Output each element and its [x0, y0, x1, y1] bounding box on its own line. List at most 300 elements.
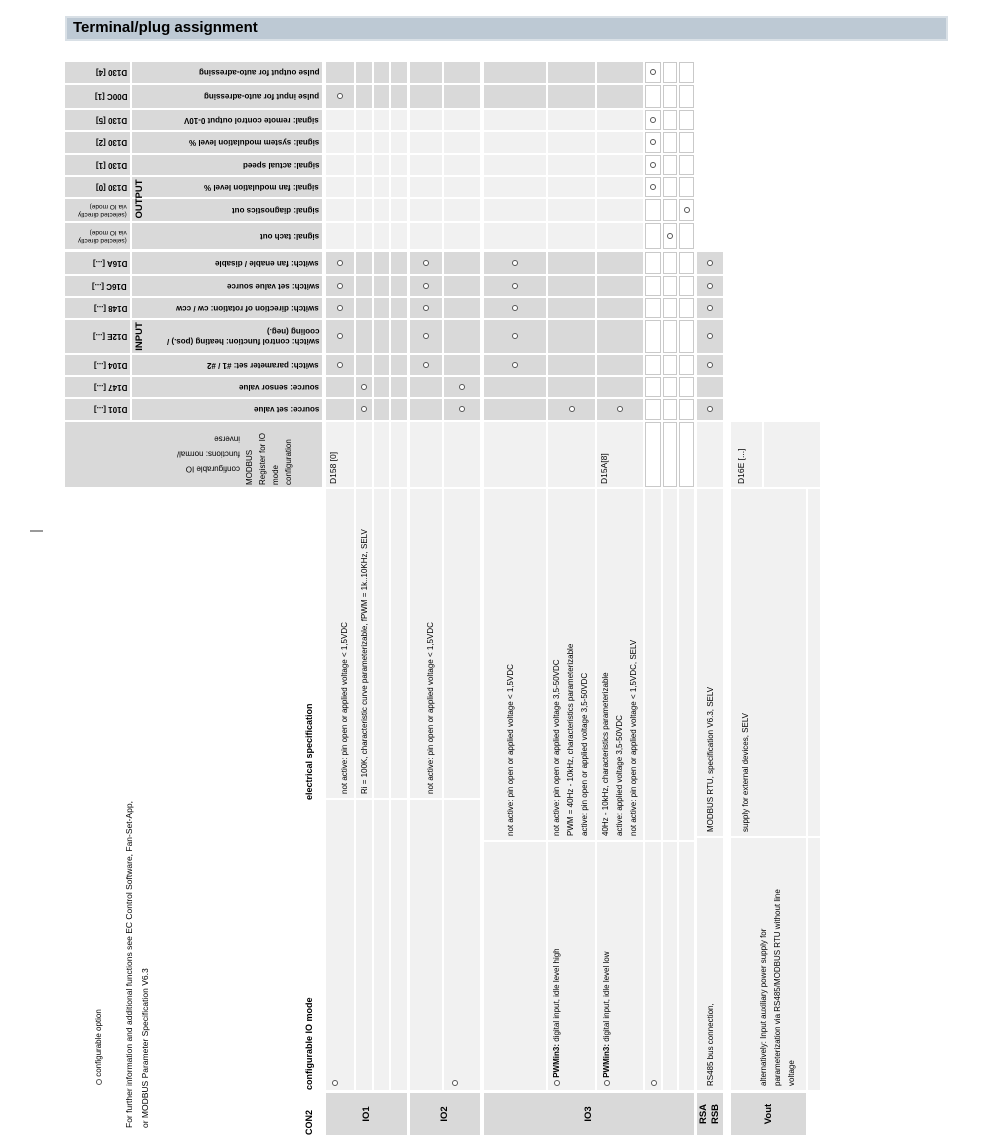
grid-cell-sig-tach [374, 223, 389, 249]
grid-cell-src-sensor [391, 377, 407, 397]
grid-cell-sig-speed [391, 155, 407, 175]
column-code-src-sensor: D147 [...] [65, 377, 130, 397]
grid-cell-sw-param [679, 355, 694, 375]
grid-cell-pulse-out [597, 62, 643, 83]
configurable-option-circle-icon [423, 260, 429, 266]
register-cell: D158 [0] [326, 422, 354, 487]
grid-cell-sig-remote [597, 110, 643, 130]
configurable-option-circle-icon [361, 384, 367, 390]
note-line: For further information and additional functions see EC Control Software, Fan-Set-App, [124, 801, 134, 1128]
grid-cell-sig-diag [663, 199, 677, 221]
grid-cell-sw-src [374, 276, 389, 296]
grid-cell-sw-dir [548, 298, 595, 318]
column-code-pulse-out: D130 [4] [65, 62, 130, 83]
configurable-option-circle-icon [361, 407, 367, 413]
grid-cell-sig-tach [645, 223, 661, 249]
grid-cell-sw-enable [548, 252, 595, 274]
configurable-option-circle-icon [650, 162, 656, 168]
grid-cell-sw-param [326, 355, 354, 375]
io-mode-column-header: configurable IO mode [304, 997, 314, 1090]
grid-cell-sig-sys-mod [679, 132, 694, 153]
grid-cell-pulse-in [374, 85, 389, 108]
grid-cell-sig-fan-mod [645, 177, 661, 197]
configurable-option-circle-icon [651, 1080, 657, 1086]
configurable-option-circle-icon [650, 70, 656, 76]
column-code-sw-src: D16C [...] [65, 276, 130, 296]
grid-cell-sig-tach [597, 223, 643, 249]
grid-cell-sw-enable [484, 252, 546, 274]
grid-cell-sw-ctrl [484, 320, 546, 353]
register-cell: D15A[8] [597, 422, 643, 487]
register-cell [548, 422, 595, 487]
grid-cell-sig-fan-mod [391, 177, 407, 197]
grid-cell-src-set [548, 399, 595, 420]
grid-cell-src-set [356, 399, 372, 420]
grid-cell-sw-param [697, 355, 723, 375]
row-label-io1: IO1 [326, 1093, 407, 1135]
grid-cell-sw-param [410, 355, 442, 375]
column-header-sig-sys-mod: signal: system modulation level % [132, 132, 322, 153]
grid-cell-sig-diag [548, 199, 595, 221]
column-header-sw-ctrl: switch: control function: heating (pos.) / cooling (neg.) [132, 320, 322, 353]
column-header-pulse-in: pulse input for auto-adressing [132, 85, 322, 108]
electrical-spec-cell [679, 489, 694, 840]
configurable-option-circle-icon [569, 407, 575, 413]
grid-cell-sw-enable [663, 252, 677, 274]
grid-cell-sw-src [663, 276, 677, 296]
column-header-src-sensor: source: sensor value [132, 377, 322, 397]
column-code-sig-sys-mod: D130 [2] [65, 132, 130, 153]
grid-cell-pulse-in [679, 85, 694, 108]
configurable-option-circle-icon [650, 140, 656, 146]
column-code-sw-param: D104 [...] [65, 355, 130, 375]
legend-configurable-option: configurable option [94, 885, 106, 1085]
grid-cell-sw-enable [356, 252, 372, 274]
grid-cell-sw-src [645, 276, 661, 296]
io-mode-cell [679, 842, 694, 1090]
spare-spec-cell [808, 489, 820, 836]
configurable-option-circle-icon [684, 207, 690, 213]
grid-cell-sig-speed [326, 155, 354, 175]
grid-cell-sig-diag [484, 199, 546, 221]
column-header-sig-speed: signal: actual speed [132, 155, 322, 175]
grid-cell-pulse-out [391, 62, 407, 83]
io-mode-cell [326, 800, 354, 1090]
grid-cell-src-set [597, 399, 643, 420]
configurable-option-circle-icon [604, 1080, 610, 1086]
grid-cell-src-set [484, 399, 546, 420]
grid-cell-sig-fan-mod [356, 177, 372, 197]
configurable-option-circle-icon [554, 1080, 560, 1086]
grid-cell-src-sensor [410, 377, 442, 397]
grid-cell-sw-dir [356, 298, 372, 318]
column-header-src-set: source: set value [132, 399, 322, 420]
configurable-option-circle-icon [337, 334, 343, 340]
grid-cell-sig-diag [645, 199, 661, 221]
electrical-spec-column-header: electrical specification [304, 703, 314, 800]
grid-cell-sw-dir [679, 298, 694, 318]
column-header-sig-diag: signal: diagnostics out [132, 199, 322, 221]
electrical-spec-cell: not active: pin open or applied voltage 3,5-50VDC PWM = 40Hz - 10kHz, characteristics parameterizable active: pin open or applied voltage 3,5-50VDC [548, 489, 595, 840]
io-mode-cell [645, 842, 661, 1090]
grid-cell-sw-dir [374, 298, 389, 318]
electrical-spec-cell: not active: pin open or applied voltage < 1,5VDC [484, 489, 546, 840]
configurable-option-circle-icon [617, 407, 623, 413]
io-mode-cell [356, 800, 372, 1090]
grid-cell-sig-sys-mod [391, 132, 407, 153]
register-cell [764, 422, 820, 487]
grid-cell-sw-src [410, 276, 442, 296]
grid-cell-sw-ctrl [410, 320, 442, 353]
grid-cell-sig-sys-mod [410, 132, 442, 153]
configurable-option-circle-icon [707, 305, 713, 311]
grid-cell-sw-ctrl [663, 320, 677, 353]
grid-cell-src-set [697, 399, 723, 420]
configurable-option-circle-icon [707, 283, 713, 289]
grid-cell-sw-dir [391, 298, 407, 318]
grid-cell-sig-diag [444, 199, 480, 221]
grid-cell-pulse-out [410, 62, 442, 83]
column-code-sig-tach: (selected directly via IO mode) [65, 223, 130, 249]
grid-cell-sig-remote [484, 110, 546, 130]
column-header-sw-dir: switch: direction of rotation: cw / ccw [132, 298, 322, 318]
configurable-option-circle-icon [337, 362, 343, 368]
grid-cell-sw-enable [679, 252, 694, 274]
register-cell [697, 422, 723, 487]
grid-cell-sig-sys-mod [663, 132, 677, 153]
electrical-spec-cell: not active: pin open or applied voltage < 1,5VDC [326, 489, 354, 798]
grid-cell-sw-param [356, 355, 372, 375]
note-line: or MODBUS Parameter Specification V6.3 [140, 968, 150, 1128]
grid-cell-sig-diag [374, 199, 389, 221]
grid-cell-sw-ctrl [326, 320, 354, 353]
column-code-pulse-in: D00C [1] [65, 85, 130, 108]
configurable-option-circle-icon [512, 283, 518, 289]
io-mode-cell [484, 842, 546, 1090]
configurable-option-circle-icon [452, 1080, 458, 1086]
grid-cell-sig-speed [548, 155, 595, 175]
grid-cell-sw-param [548, 355, 595, 375]
grid-cell-sw-param [444, 355, 480, 375]
configurable-option-circle-icon [423, 362, 429, 368]
grid-cell-sig-speed [410, 155, 442, 175]
grid-cell-sig-sys-mod [444, 132, 480, 153]
grid-cell-sig-fan-mod [410, 177, 442, 197]
register-cell [679, 422, 694, 487]
grid-cell-sig-remote [679, 110, 694, 130]
row-label-io3: IO3 [484, 1093, 694, 1135]
grid-cell-sw-dir [645, 298, 661, 318]
electrical-spec-cell [391, 489, 407, 798]
configurable-option-circle-icon [423, 334, 429, 340]
configurable-option-circle-icon [707, 260, 713, 266]
grid-cell-sig-tach [679, 223, 694, 249]
grid-cell-src-sensor [356, 377, 372, 397]
grid-cell-sw-ctrl [597, 320, 643, 353]
grid-cell-sig-tach [356, 223, 372, 249]
register-cell [645, 422, 661, 487]
grid-cell-pulse-out [548, 62, 595, 83]
grid-cell-sw-enable [645, 252, 661, 274]
grid-cell-sig-diag [679, 199, 694, 221]
grid-cell-sig-speed [597, 155, 643, 175]
spare-io-mode-cell [808, 838, 820, 1090]
grid-cell-sig-remote [391, 110, 407, 130]
grid-cell-pulse-in [326, 85, 354, 108]
grid-cell-sw-dir [663, 298, 677, 318]
grid-cell-src-sensor [444, 377, 480, 397]
register-cell [410, 422, 442, 487]
column-code-sig-speed: D130 [1] [65, 155, 130, 175]
configurable-option-circle-icon [707, 362, 713, 368]
grid-cell-pulse-out [484, 62, 546, 83]
grid-cell-src-sensor [326, 377, 354, 397]
grid-cell-sw-src [597, 276, 643, 296]
grid-cell-pulse-in [410, 85, 442, 108]
grid-cell-pulse-in [484, 85, 546, 108]
io-mode-cell: RS485 bus connection, [697, 838, 723, 1090]
grid-cell-sig-tach [326, 223, 354, 249]
electrical-spec-cell: 40Hz - 10kHz, characteristics parameterizable active: applied voltage 3,5-50VDC not active: pin open or applied voltage < 1,5VDC, SELV [597, 489, 643, 840]
grid-cell-src-sensor [679, 377, 694, 397]
grid-cell-sig-fan-mod [663, 177, 677, 197]
configurable-option-circle-icon [423, 305, 429, 311]
grid-cell-sw-enable [444, 252, 480, 274]
column-code-sw-dir: D148 [...] [65, 298, 130, 318]
connector-label-con2: CON2 [304, 1109, 314, 1135]
column-header-sw-src: switch: set value source [132, 276, 322, 296]
grid-cell-src-set [679, 399, 694, 420]
io-mode-cell: PWMin3: digital input, idle level high [548, 842, 595, 1090]
grid-cell-sig-speed [444, 155, 480, 175]
grid-cell-sig-tach [663, 223, 677, 249]
grid-cell-sig-diag [326, 199, 354, 221]
grid-cell-sig-sys-mod [597, 132, 643, 153]
configurable-option-circle-icon [650, 184, 656, 190]
grid-cell-sw-src [697, 276, 723, 296]
input-group-label: INPUT [134, 322, 145, 351]
grid-cell-sig-sys-mod [374, 132, 389, 153]
configurable-option-circle-icon [337, 94, 343, 100]
grid-cell-sw-ctrl [679, 320, 694, 353]
configurable-option-circle-icon [96, 1079, 102, 1085]
electrical-spec-cell: Ri = 100K, characteristic curve parameterizable, fPWM = 1k..10KHz, SELV [356, 489, 372, 798]
electrical-spec-cell: not active: pin open or applied voltage < 1,5VDC [410, 489, 442, 798]
column-code-src-set: D101 [...] [65, 399, 130, 420]
grid-cell-sig-speed [356, 155, 372, 175]
configurable-option-circle-icon [423, 283, 429, 289]
register-cell [356, 422, 372, 487]
electrical-spec-cell: supply for external devices, SELV [731, 489, 806, 836]
column-header-sig-remote: signal: remote control output 0-10V [132, 110, 322, 130]
configurable-option-circle-icon [459, 407, 465, 413]
grid-cell-src-sensor [484, 377, 546, 397]
configurable-option-circle-icon [512, 260, 518, 266]
grid-cell-src-set [374, 399, 389, 420]
grid-cell-sig-diag [597, 199, 643, 221]
electrical-spec-cell: MODBUS RTU, specification V6.3, SELV [697, 489, 723, 836]
grid-cell-sig-sys-mod [645, 132, 661, 153]
grid-cell-src-sensor [645, 377, 661, 397]
grid-cell-pulse-in [444, 85, 480, 108]
output-group-label: OUTPUT [134, 179, 145, 219]
grid-cell-sw-ctrl [548, 320, 595, 353]
row-label-io2: IO2 [410, 1093, 480, 1135]
row-label-vout: Vout [731, 1093, 806, 1135]
configurable-option-circle-icon [512, 305, 518, 311]
grid-cell-pulse-in [356, 85, 372, 108]
grid-cell-sw-param [391, 355, 407, 375]
column-code-sig-diag: (selected directly via IO mode) [65, 199, 130, 221]
grid-cell-src-sensor [597, 377, 643, 397]
grid-cell-sig-remote [645, 110, 661, 130]
register-cell [374, 422, 389, 487]
grid-cell-sw-ctrl [374, 320, 389, 353]
register-cell: D16E [...] [731, 422, 762, 487]
grid-cell-sw-src [484, 276, 546, 296]
grid-cell-sig-fan-mod [597, 177, 643, 197]
grid-cell-src-set [663, 399, 677, 420]
column-code-sig-fan-mod: D130 [0] [65, 177, 130, 197]
grid-cell-sw-src [356, 276, 372, 296]
configurable-option-circle-icon [337, 283, 343, 289]
grid-cell-src-sensor [663, 377, 677, 397]
configurable-option-circle-icon [337, 305, 343, 311]
grid-cell-sig-remote [356, 110, 372, 130]
configurable-option-circle-icon [332, 1080, 338, 1086]
column-header-sig-tach: signal: tach out [132, 223, 322, 249]
grid-cell-pulse-in [597, 85, 643, 108]
grid-cell-sw-param [484, 355, 546, 375]
grid-cell-sw-src [679, 276, 694, 296]
io-mode-cell [444, 800, 480, 1090]
grid-cell-sw-ctrl [444, 320, 480, 353]
grid-cell-sw-dir [326, 298, 354, 318]
grid-cell-src-sensor [374, 377, 389, 397]
grid-cell-sw-dir [597, 298, 643, 318]
grid-cell-sig-fan-mod [444, 177, 480, 197]
grid-cell-sw-param [374, 355, 389, 375]
grid-cell-sw-dir [410, 298, 442, 318]
grid-cell-pulse-out [679, 62, 694, 83]
grid-cell-sig-fan-mod [484, 177, 546, 197]
grid-cell-sw-param [645, 355, 661, 375]
configurable-option-circle-icon [512, 334, 518, 340]
grid-cell-sig-speed [663, 155, 677, 175]
grid-cell-sw-dir [484, 298, 546, 318]
column-header-sw-enable: switch: fan enable / disable [132, 252, 322, 274]
grid-cell-sw-enable [326, 252, 354, 274]
grid-cell-sig-speed [679, 155, 694, 175]
grid-cell-sw-ctrl [356, 320, 372, 353]
grid-cell-sw-src [326, 276, 354, 296]
grid-cell-sw-src [444, 276, 480, 296]
modbus-register-header-text: MODBUS Register for IO mode configuration [245, 432, 293, 485]
grid-cell-sig-fan-mod [374, 177, 389, 197]
register-cell [484, 422, 546, 487]
column-code-sig-remote: D130 [5] [65, 110, 130, 130]
grid-cell-sig-tach [444, 223, 480, 249]
column-code-sw-ctrl: D12E [...] [65, 320, 130, 353]
grid-cell-pulse-out [444, 62, 480, 83]
grid-cell-sig-sys-mod [548, 132, 595, 153]
grid-cell-sig-fan-mod [679, 177, 694, 197]
grid-cell-sig-tach [391, 223, 407, 249]
grid-cell-sig-remote [548, 110, 595, 130]
grid-cell-sig-tach [484, 223, 546, 249]
grid-cell-src-set [326, 399, 354, 420]
grid-cell-src-sensor [697, 377, 723, 397]
grid-cell-sw-enable [697, 252, 723, 274]
configurable-option-circle-icon [512, 362, 518, 368]
electrical-spec-cell [645, 489, 661, 840]
configurable-option-circle-icon [707, 407, 713, 413]
grid-cell-sw-ctrl [391, 320, 407, 353]
grid-cell-src-set [391, 399, 407, 420]
grid-cell-sig-sys-mod [356, 132, 372, 153]
grid-cell-pulse-out [356, 62, 372, 83]
grid-cell-sig-speed [374, 155, 389, 175]
grid-cell-sw-src [391, 276, 407, 296]
grid-cell-sig-tach [410, 223, 442, 249]
grid-cell-sw-param [663, 355, 677, 375]
grid-cell-sw-ctrl [697, 320, 723, 353]
row-label-rsa-rsb: RSA RSB [697, 1093, 723, 1135]
grid-cell-sig-diag [356, 199, 372, 221]
grid-cell-sw-param [597, 355, 643, 375]
grid-cell-sw-ctrl [645, 320, 661, 353]
configurable-option-circle-icon [707, 334, 713, 340]
grid-cell-sig-remote [326, 110, 354, 130]
grid-cell-sig-tach [548, 223, 595, 249]
io-mode-cell [391, 800, 407, 1090]
grid-cell-pulse-in [391, 85, 407, 108]
grid-cell-sig-fan-mod [548, 177, 595, 197]
grid-cell-sig-diag [410, 199, 442, 221]
electrical-spec-cell [444, 489, 480, 798]
configurable-option-circle-icon [337, 260, 343, 266]
configurable-option-circle-icon [650, 117, 656, 123]
configurable-option-circle-icon [667, 233, 673, 239]
grid-cell-pulse-out [326, 62, 354, 83]
grid-cell-sw-src [548, 276, 595, 296]
grid-cell-sig-remote [444, 110, 480, 130]
grid-cell-src-set [645, 399, 661, 420]
io-mode-cell: PWMin3: digital input, idle level low [597, 842, 643, 1090]
grid-cell-src-sensor [548, 377, 595, 397]
column-header-sw-param: switch: parameter set: #1 / #2 [132, 355, 322, 375]
grid-cell-sw-dir [444, 298, 480, 318]
column-header-pulse-out: pulse output for auto-adressing [132, 62, 322, 83]
grid-cell-sig-diag [391, 199, 407, 221]
io-mode-cell: alternatively: Input auxiliary power supply for parameterization via RS485/MODBUS RTU without line voltage [731, 838, 806, 1090]
electrical-spec-cell [374, 489, 389, 798]
grid-cell-sw-enable [410, 252, 442, 274]
grid-cell-pulse-out [374, 62, 389, 83]
grid-cell-sig-remote [410, 110, 442, 130]
register-cell [391, 422, 407, 487]
electrical-spec-cell [663, 489, 677, 840]
grid-cell-sig-speed [484, 155, 546, 175]
grid-cell-sw-enable [374, 252, 389, 274]
grid-cell-sig-fan-mod [326, 177, 354, 197]
io-mode-cell [663, 842, 677, 1090]
grid-cell-sig-speed [645, 155, 661, 175]
grid-cell-pulse-in [645, 85, 661, 108]
column-code-sw-enable: D16A [...] [65, 252, 130, 274]
register-cell [444, 422, 480, 487]
io-mode-cell [374, 800, 389, 1090]
